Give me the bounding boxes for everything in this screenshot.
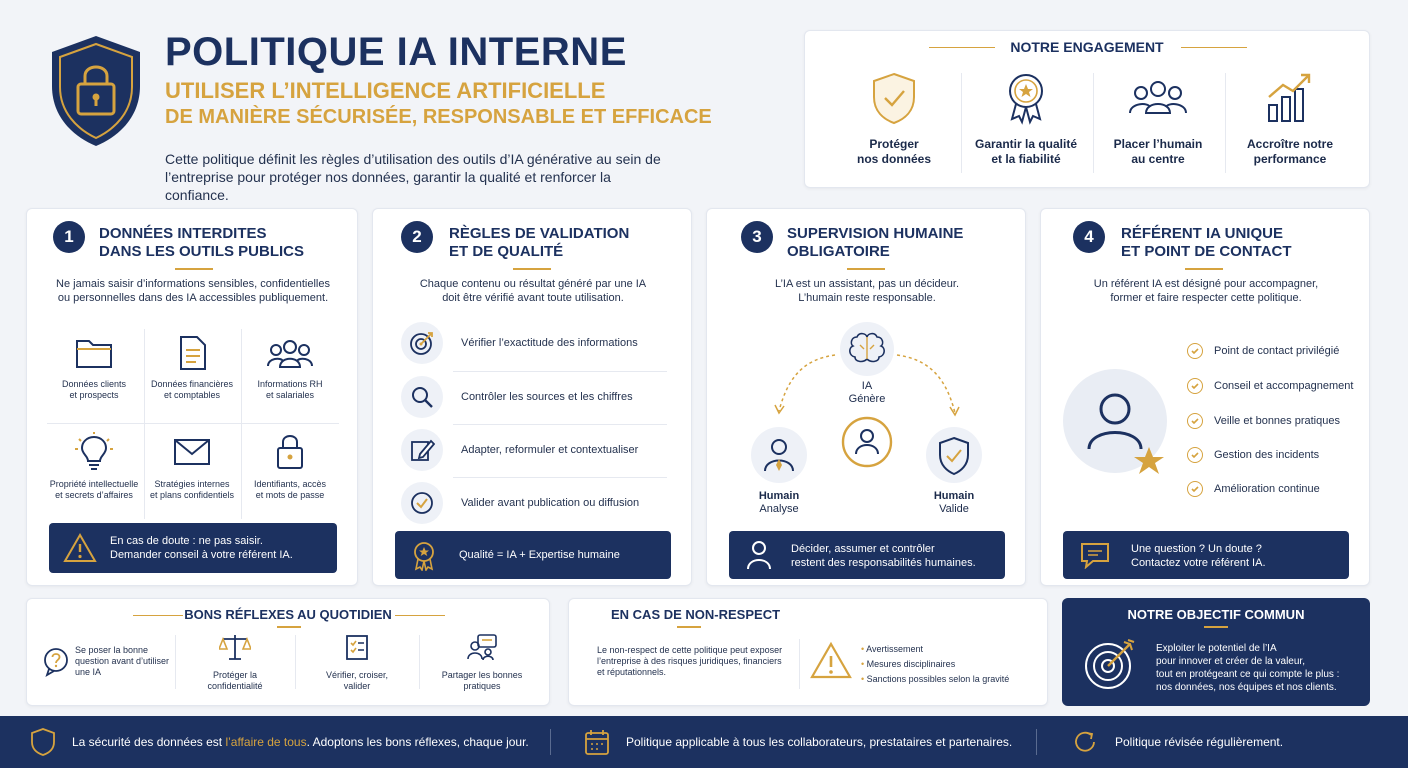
card-description: [1051, 277, 1361, 305]
reflex-label: Protéger la: [212, 670, 258, 680]
contact-banner: [1063, 531, 1349, 579]
footer-text: Politique révisée régulièrement.: [1115, 735, 1284, 749]
engagement-label: Accroître notre: [1246, 137, 1334, 151]
forbidden-tile: [242, 335, 338, 401]
quality-banner: [395, 531, 671, 579]
node-label: IA: [861, 380, 873, 392]
non-respect-title: EN CAS DE NON-RESPECT: [611, 607, 781, 622]
check-icon: [1190, 381, 1200, 391]
page-description: Cette politique définit les règles d’utilisation des outils d’IA générative au sein de l’entreprise pour protéger nos données, garantir la qualité et renforcer la confiance.: [165, 151, 661, 203]
sanction-label: Sanctions possibles selon la gravité: [866, 674, 1010, 684]
engagement-title: NOTRE ENGAGEMENT: [1010, 39, 1164, 55]
check-icon: [1190, 416, 1200, 426]
node-label: Humain: [758, 490, 800, 502]
shield-icon: [30, 727, 56, 757]
reflex-label: Se poser la bonne: [75, 645, 149, 655]
divider: [550, 729, 551, 755]
banner-line: restent des responsabilités humaines.: [791, 557, 976, 569]
footer-item: [30, 716, 529, 768]
banner-line: Qualité = IA + Expertise humaine: [459, 549, 620, 561]
target-icon: [409, 330, 435, 356]
tile-label: et plans confidentiels: [149, 490, 235, 500]
tile-label: Identifiants, accès: [253, 479, 327, 489]
title-underline: [677, 626, 701, 628]
forbidden-tile: [144, 335, 240, 401]
sanction-label: Mesures disciplinaires: [866, 659, 956, 669]
rule-label: Adapter, reformuler et contextualiser: [461, 444, 639, 456]
card-forbidden-data: [26, 208, 358, 586]
desc-line: L’humain reste responsable.: [798, 292, 936, 304]
envelope-icon: [172, 431, 212, 471]
card-title: [787, 225, 963, 261]
engagement-label: nos données: [856, 152, 931, 166]
desc-line: et réputationnels.: [597, 667, 667, 677]
page-title: POLITIQUE IA INTERNE: [165, 30, 627, 74]
chat-bubble-icon: [1079, 541, 1111, 569]
scales-icon: [219, 633, 251, 661]
card-ai-referent: [1040, 208, 1370, 586]
sanctions-list: [861, 642, 1009, 687]
engagement-panel: [804, 30, 1370, 188]
check-icon: [1190, 450, 1200, 460]
divider: [175, 635, 176, 689]
check-icon: [1190, 484, 1200, 494]
engagement-item: [829, 71, 959, 167]
footer-highlight: l’affaire de tous: [225, 735, 307, 749]
reflexes-title: BONS RÉFLEXES AU QUOTIDIEN: [184, 607, 392, 622]
warning-icon: [809, 641, 853, 681]
tile-label: Propriété intellectuelle: [49, 479, 139, 489]
card-title: [449, 225, 629, 261]
shield-lock-icon: [48, 34, 144, 148]
objective-line: tout en protégeant ce qui compte le plus :: [1156, 669, 1340, 680]
award-star-icon: [1002, 71, 1050, 125]
growth-chart-icon: [1265, 71, 1315, 125]
desc-line: L’IA est un assistant, pas un décideur.: [774, 278, 960, 290]
check-label: Veille et bonnes pratiques: [1214, 415, 1340, 427]
title-underline: [847, 268, 885, 270]
reflex-label: question avant d’utiliser: [75, 656, 170, 666]
page-subtitle-line1: UTILISER L’INTELLIGENCE ARTIFICIELLE: [165, 78, 606, 103]
title-underline: [1204, 626, 1228, 628]
title-rule: [395, 615, 445, 616]
desc-line: l’entreprise à des risques juridiques, financiers: [597, 656, 782, 666]
check-item: [1187, 343, 1339, 359]
footer-text: Politique applicable à tous les collaborateurs, prestataires et partenaires.: [626, 735, 1013, 749]
folder-icon: [74, 335, 114, 371]
engagement-label: Placer l’humain: [1113, 137, 1203, 151]
card-title-line: RÈGLES DE VALIDATION: [449, 225, 630, 242]
node-sub: Valide: [939, 503, 969, 515]
engagement-item: [1225, 71, 1355, 167]
divider: [453, 371, 667, 372]
desc-line: ou personnelles dans des IA accessibles publiquement.: [57, 292, 329, 304]
desc-line: Un référent IA est désigné pour accompagner,: [1093, 278, 1319, 290]
footer-bar: [0, 716, 1408, 768]
node-sub: Analyse: [759, 503, 799, 515]
tile-label: et comptables: [163, 390, 221, 400]
engagement-label: et la fiabilité: [991, 152, 1061, 166]
card-human-supervision: [706, 208, 1026, 586]
check-item: [1187, 447, 1319, 463]
card-title: [1121, 225, 1292, 261]
engagement-item: [961, 71, 1091, 167]
card-validation-rules: [372, 208, 692, 586]
forbidden-tile: [242, 431, 338, 501]
reflex-label: pratiques: [463, 681, 501, 691]
medal-icon: [411, 541, 437, 571]
card-title-line: OBLIGATOIRE: [787, 243, 890, 260]
title-rule: [1181, 47, 1247, 48]
footer-item: [584, 716, 1012, 768]
title-underline: [277, 626, 301, 628]
non-respect-description: [597, 645, 782, 678]
magnifier-icon: [409, 384, 435, 410]
people-group-icon: [1128, 71, 1188, 125]
cycle-node-valide: [904, 490, 1004, 516]
rule-item: [401, 427, 638, 473]
rule-item: [401, 374, 633, 420]
card-title-line: DONNÉES INTERDITES: [99, 225, 267, 242]
check-label: Conseil et accompagnement: [1214, 380, 1354, 392]
card-description: [717, 277, 1017, 305]
padlock-icon: [270, 431, 310, 471]
divider: [295, 635, 296, 689]
check-item: [1187, 481, 1320, 497]
divider: [419, 635, 420, 689]
title-underline: [175, 268, 213, 270]
reflex-label: une IA: [75, 667, 102, 677]
divider: [453, 477, 667, 478]
calendar-icon: [584, 728, 610, 756]
people-icon: [267, 335, 313, 371]
engagement-item: [1093, 71, 1223, 167]
check-item: [1187, 378, 1353, 394]
tile-label: Données financières: [150, 379, 234, 389]
question-bubble-icon: [43, 647, 71, 677]
warning-icon: [63, 533, 97, 563]
check-label: Amélioration continue: [1214, 483, 1320, 495]
check-item: [1187, 413, 1340, 429]
reflex-label: Partager les bonnes: [441, 670, 523, 680]
objective-line: Exploiter le potentiel de l’IA: [1156, 643, 1277, 654]
rule-item: [401, 480, 639, 526]
cycle-node-ai: [807, 380, 927, 406]
banner-line: Contactez votre référent IA.: [1131, 557, 1266, 569]
pencil-icon: [409, 437, 435, 463]
tile-label: et prospects: [69, 390, 119, 400]
page-subtitle-line2: DE MANIÈRE SÉCURISÉE, RESPONSABLE ET EFFICACE: [165, 106, 712, 128]
title-underline: [1185, 268, 1223, 270]
node-sub: Génère: [848, 393, 886, 405]
divider: [799, 639, 800, 689]
divider: [47, 423, 339, 424]
referent-avatar-icon: [1061, 369, 1171, 479]
title-underline: [513, 268, 551, 270]
engagement-label: performance: [1253, 152, 1327, 166]
reflex-item: [297, 633, 417, 692]
non-respect-panel: [568, 598, 1048, 706]
card-number: 2: [401, 221, 433, 253]
reflex-item: [43, 645, 173, 678]
node-label: Humain: [933, 490, 975, 502]
reflex-item: [421, 633, 543, 692]
responsibility-banner: [729, 531, 1005, 579]
banner-line: Demander conseil à votre référent IA.: [110, 549, 293, 561]
tile-label: et salariales: [265, 390, 315, 400]
card-description: [37, 277, 349, 305]
check-circle-icon: [409, 490, 435, 516]
card-number: 3: [741, 221, 773, 253]
checklist-icon: [344, 633, 370, 661]
target-arrow-icon: [1084, 638, 1138, 692]
sanction-item: • Avertissement: [861, 644, 924, 654]
card-number: 1: [53, 221, 85, 253]
forbidden-tile: [46, 335, 142, 401]
engagement-label: au centre: [1131, 152, 1185, 166]
card-description: [383, 277, 683, 305]
footer-text: La sécurité des données est: [72, 735, 226, 749]
card-number: 4: [1073, 221, 1105, 253]
lightbulb-icon: [74, 431, 114, 471]
tile-label: et mots de passe: [255, 490, 325, 500]
refresh-icon: [1072, 729, 1098, 755]
forbidden-tile: [46, 431, 142, 501]
desc-line: doit être vérifié avant toute utilisation.: [442, 292, 624, 304]
sanction-item: • Sanctions possibles selon la gravité: [861, 674, 1010, 684]
tile-label: Informations RH: [257, 379, 323, 389]
card-title-line: ET POINT DE CONTACT: [1121, 243, 1292, 260]
card-title-line: SUPERVISION HUMAINE: [787, 225, 964, 242]
engagement-label: Protéger: [869, 137, 919, 151]
rule-item: [401, 320, 638, 366]
tile-label: Stratégies internes: [154, 479, 230, 489]
banner-line: Décider, assumer et contrôler: [791, 543, 935, 555]
footer-text: . Adoptons les bons réflexes, chaque jour.: [306, 735, 529, 749]
footer-item: [1072, 716, 1283, 768]
check-label: Point de contact privilégié: [1214, 345, 1340, 357]
engagement-label: Garantir la qualité: [974, 137, 1078, 151]
reflex-item: [177, 633, 293, 692]
desc-line: former et faire respecter cette politique.: [1110, 292, 1302, 304]
rule-label: Vérifier l’exactitude des informations: [461, 337, 638, 349]
card-title-line: ET DE QUALITÉ: [449, 243, 564, 260]
divider: [1036, 729, 1037, 755]
banner-line: Une question ? Un doute ?: [1131, 543, 1262, 555]
document-icon: [172, 335, 212, 371]
objective-panel: [1062, 598, 1370, 706]
divider: [453, 424, 667, 425]
objective-line: nos données, nos équipes et nos clients.: [1156, 682, 1337, 693]
person-icon: [745, 539, 773, 571]
desc-line: Chaque contenu ou résultat généré par une IA: [419, 278, 647, 290]
shield-check-icon: [870, 71, 918, 125]
forbidden-tile: [144, 431, 240, 501]
doubt-banner: [49, 523, 337, 573]
sanction-label: Avertissement: [866, 644, 924, 654]
reflex-label: confidentialité: [207, 681, 263, 691]
tile-label: Données clients: [61, 379, 127, 389]
cycle-node-analyse: [729, 490, 829, 516]
card-title-line: RÉFÉRENT IA UNIQUE: [1121, 225, 1283, 242]
tile-label: et secrets d’affaires: [55, 490, 133, 500]
reflex-label: Vérifier, croiser,: [325, 670, 389, 680]
check-icon: [1190, 346, 1200, 356]
objective-title: NOTRE OBJECTIF COMMUN: [1127, 607, 1305, 622]
reflex-label: valider: [343, 681, 371, 691]
reflexes-panel: [26, 598, 550, 706]
sanction-item: • Mesures disciplinaires: [861, 659, 956, 669]
objective-line: pour innover et créer de la valeur,: [1156, 656, 1305, 667]
desc-line: Le non-respect de cette politique peut exposer: [597, 645, 783, 655]
card-title: [99, 225, 304, 261]
objective-text: [1156, 642, 1339, 694]
card-title-line: DANS LES OUTILS PUBLICS: [99, 243, 305, 260]
sharing-people-icon: [466, 633, 498, 661]
desc-line: Ne jamais saisir d’informations sensibles, confidentielles: [56, 278, 330, 290]
supervision-cycle-diagram: [707, 309, 1027, 519]
rule-label: Valider avant publication ou diffusion: [461, 497, 640, 509]
check-label: Gestion des incidents: [1214, 449, 1320, 461]
rule-label: Contrôler les sources et les chiffres: [461, 391, 633, 403]
banner-line: En cas de doute : ne pas saisir.: [110, 535, 263, 547]
